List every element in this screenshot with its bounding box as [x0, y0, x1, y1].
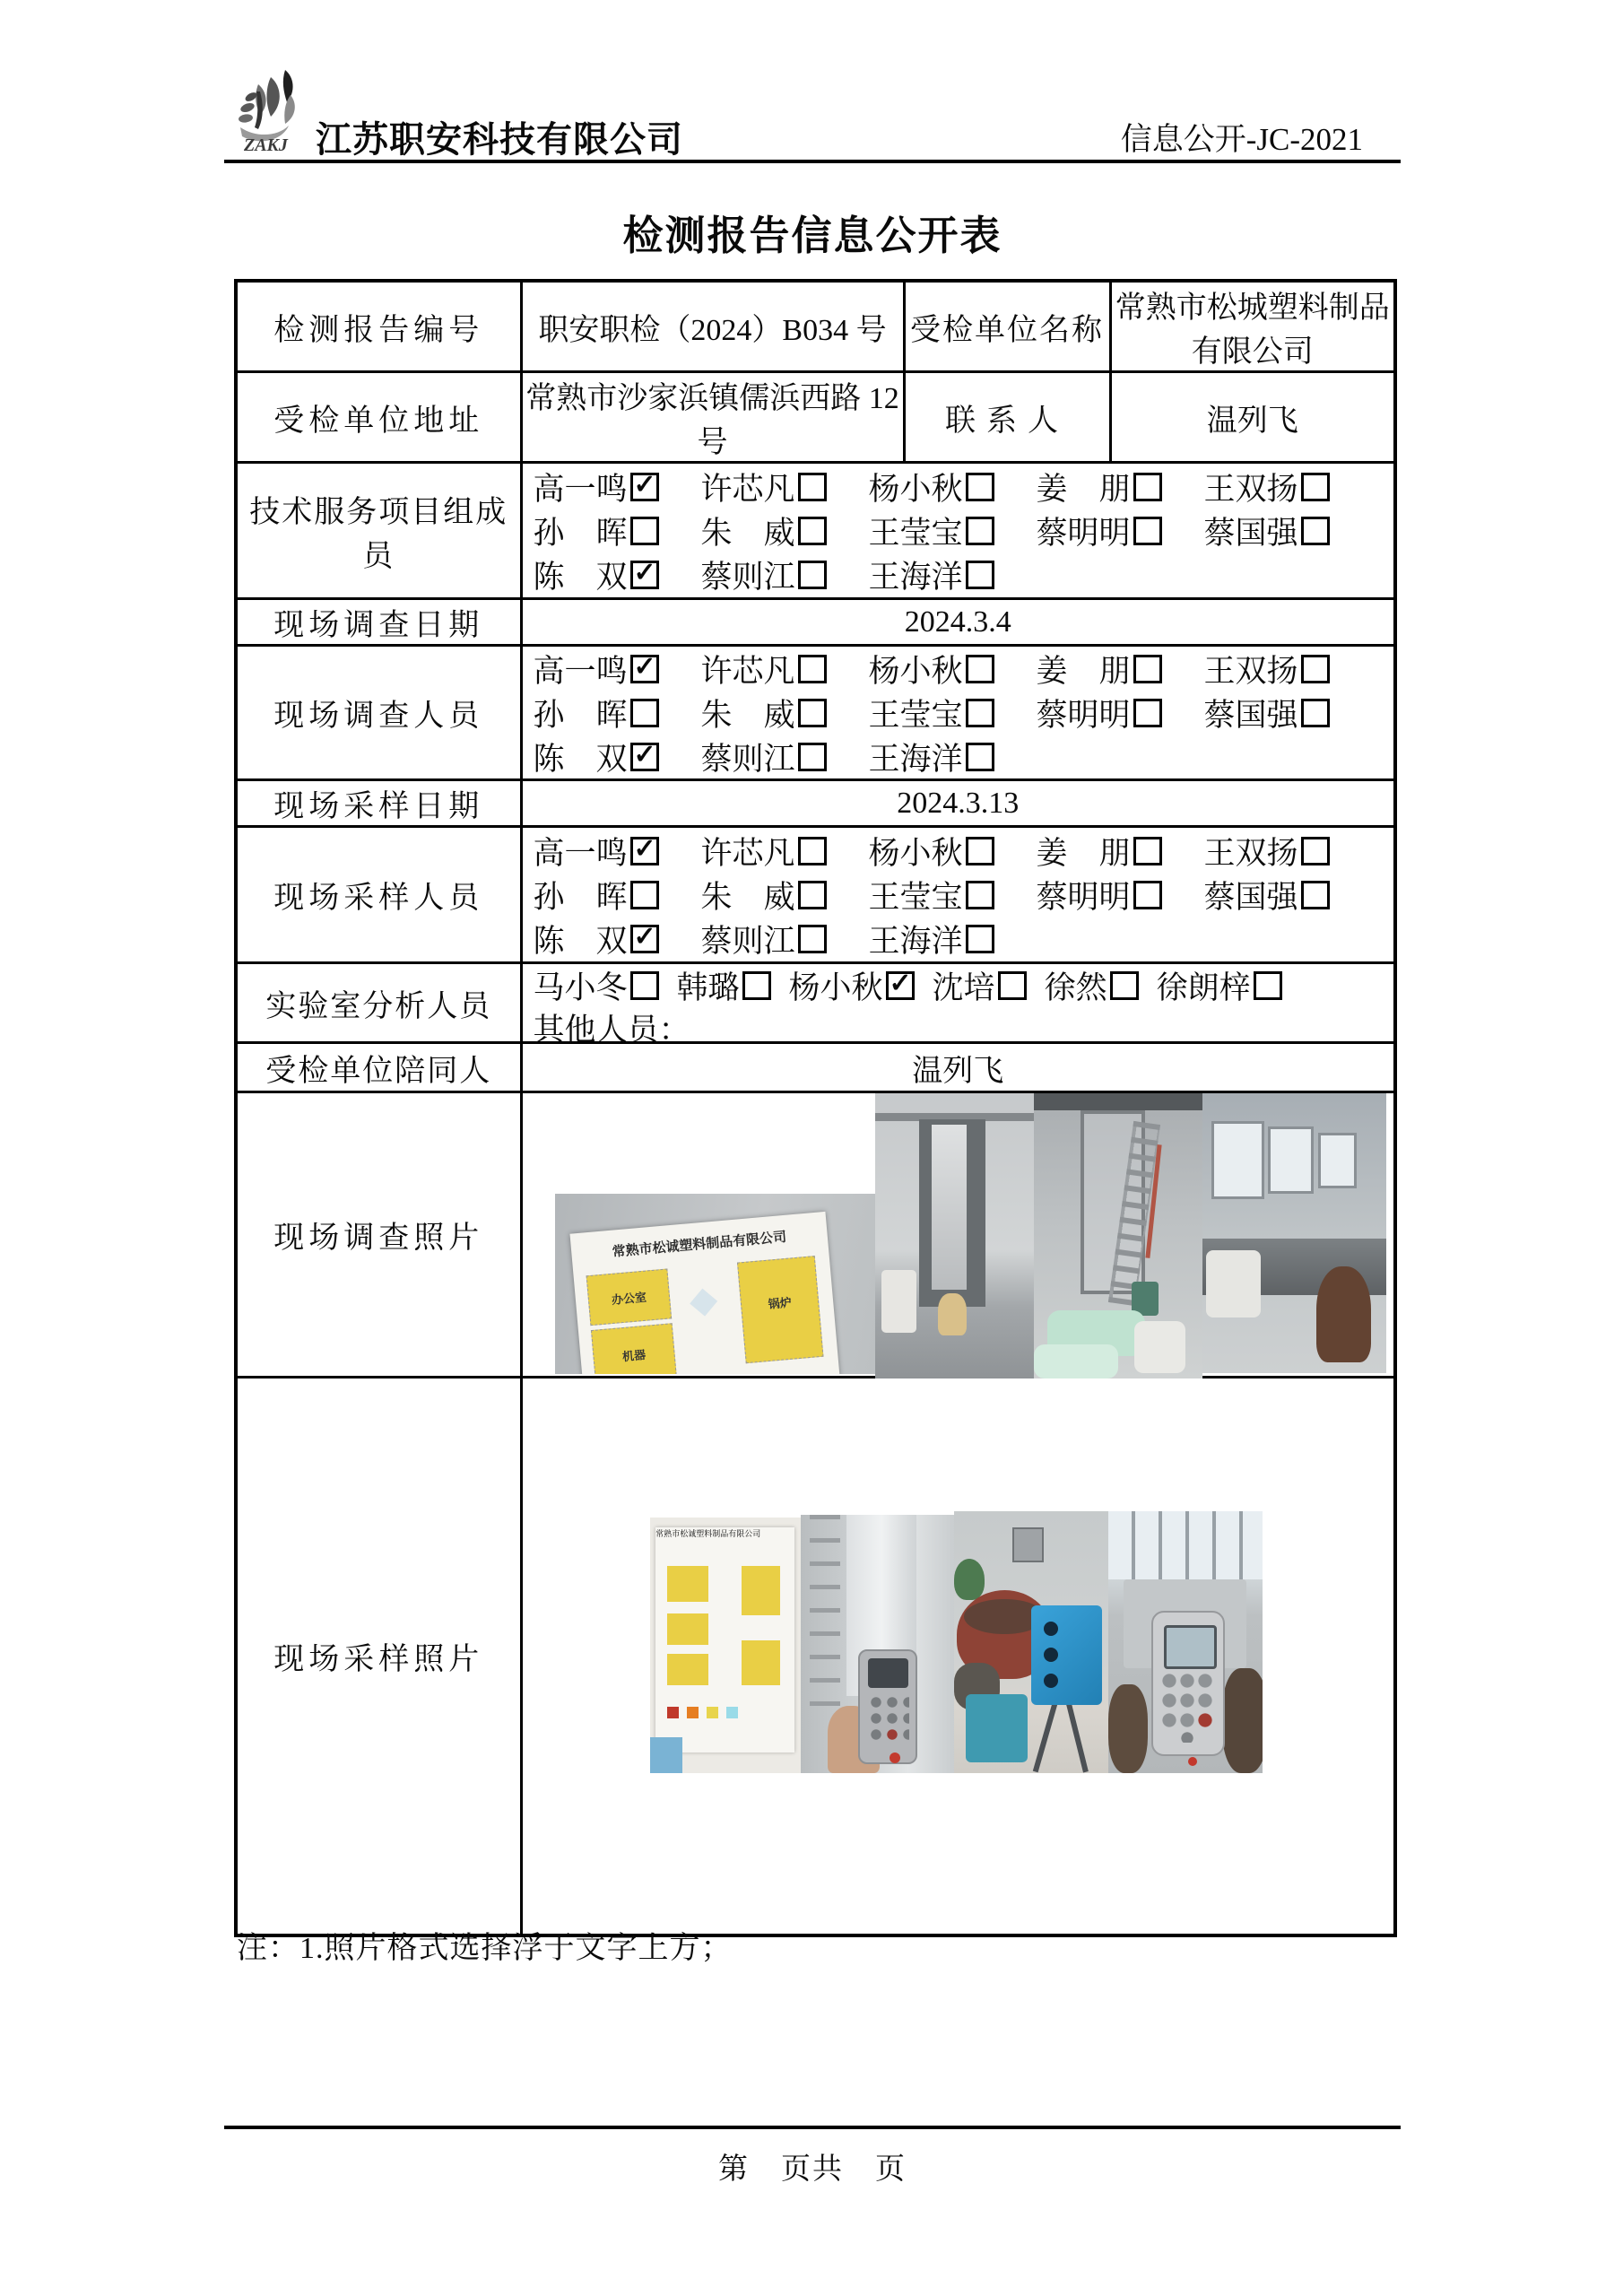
page-number: 第 页共 页 — [718, 2153, 907, 2186]
staff-name: 王双扬 — [1203, 471, 1298, 507]
blue-tub — [966, 1694, 1028, 1762]
staff-name: 朱 威 — [700, 697, 795, 733]
survey-staff-label: 现场调查人员 — [236, 646, 521, 780]
checkbox-checked-icon — [886, 971, 915, 1000]
survey-photos-cell — [521, 1092, 1395, 1378]
sampling-photo-meter-film — [801, 1515, 954, 1773]
row-address — [236, 372, 1395, 463]
lab-staff-line — [523, 966, 1394, 1005]
survey-photo-hall — [1202, 1093, 1386, 1373]
floorplan-title: 常熟市松诚塑料制品有限公司 — [655, 1529, 761, 1539]
staff-member — [1037, 873, 1204, 918]
staff-member — [1037, 465, 1204, 509]
material-sack — [881, 1270, 916, 1333]
checkbox-icon — [630, 881, 659, 909]
team-staff-cell — [521, 463, 1395, 599]
team-label: 技术服务项目组成员 — [236, 463, 521, 599]
white-roll — [1206, 1250, 1262, 1318]
staff-name: 高一鸣 — [533, 835, 628, 871]
checkbox-icon — [1110, 971, 1139, 1000]
staff-member — [1204, 691, 1372, 735]
compass-icon — [690, 1288, 718, 1316]
staff-member — [701, 873, 869, 918]
logo-text: ZAKJ — [244, 135, 288, 154]
checkbox-icon — [798, 881, 827, 909]
sampling-date-value: 2024.3.13 — [521, 780, 1395, 827]
staff-name: 王海洋 — [868, 741, 963, 777]
staff-name: 蔡国强 — [1203, 515, 1298, 551]
row-companion — [236, 1043, 1395, 1092]
staff-member — [1204, 829, 1372, 874]
checkbox-icon — [798, 743, 827, 771]
sampling-date-label: 现场采样日期 — [236, 780, 521, 827]
staff-name: 王双扬 — [1203, 835, 1298, 871]
checkbox-icon — [798, 699, 827, 727]
staff-name: 高一鸣 — [533, 471, 628, 507]
plastic-film — [932, 1125, 967, 1290]
sampling-photo-meter-closeup — [1108, 1511, 1263, 1773]
survey-photos-label: 现场调查照片 — [236, 1092, 521, 1378]
color-legend — [667, 1703, 784, 1721]
checkbox-icon — [1301, 881, 1330, 909]
staff-name: 徐朗梓 — [1156, 970, 1251, 1005]
staff-member — [869, 509, 1037, 553]
handheld-meter — [858, 1649, 917, 1764]
staff-name: 王莹宝 — [868, 879, 963, 915]
checkbox-icon — [630, 971, 659, 1000]
staff-line — [523, 829, 1394, 873]
tripod-leg — [1033, 1700, 1058, 1772]
survey-date-value: 2024.3.4 — [521, 599, 1395, 646]
row-survey-date — [236, 599, 1395, 646]
floorplan-room-boiler — [737, 1256, 824, 1363]
room-block — [667, 1566, 708, 1602]
checkbox-icon — [966, 743, 994, 771]
staff-name: 许芯凡 — [700, 835, 795, 871]
staff-member — [789, 963, 915, 1008]
staff-name: 蔡国强 — [1203, 697, 1298, 733]
unit-name-label: 受检单位名称 — [904, 281, 1110, 372]
staff-member — [534, 647, 701, 691]
hand — [1108, 1684, 1149, 1773]
worker-figure — [1316, 1266, 1372, 1361]
staff-member — [534, 829, 701, 874]
staff-member — [1045, 963, 1139, 1008]
company-name: 江苏职安科技有限公司 — [316, 119, 683, 160]
staff-name: 蔡则江 — [700, 559, 795, 595]
tripod-leg — [1065, 1700, 1089, 1773]
staff-line — [523, 917, 1394, 961]
floorplan-title: 常熟市松诚塑料制品有限公司 — [612, 1230, 788, 1260]
checkbox-icon — [798, 655, 827, 683]
checkbox-icon — [742, 971, 771, 1000]
checkbox-icon — [798, 561, 827, 589]
staff-name: 蔡国强 — [1203, 879, 1298, 915]
survey-photo-machine — [875, 1093, 1034, 1378]
staff-name: 王双扬 — [1203, 653, 1298, 689]
staff-member — [677, 963, 771, 1008]
staff-member — [1204, 509, 1372, 553]
staff-member — [701, 647, 869, 691]
staff-name: 徐然 — [1044, 970, 1107, 1005]
floorplan-room-machine — [592, 1323, 678, 1374]
staff-member — [1037, 829, 1204, 874]
blue-object — [650, 1737, 683, 1773]
checkbox-icon — [966, 517, 994, 545]
staff-name: 杨小秋 — [868, 471, 963, 507]
blue-sampler-box — [1031, 1605, 1102, 1705]
staff-line — [523, 873, 1394, 917]
staff-member — [869, 917, 1037, 961]
staff-member — [869, 552, 1037, 597]
checkbox-icon — [1133, 517, 1162, 545]
staff-member — [869, 647, 1037, 691]
staff-member — [869, 829, 1037, 874]
address-label: 受检单位地址 — [236, 372, 521, 463]
staff-name: 蔡明明 — [1036, 515, 1131, 551]
staff-member — [534, 873, 701, 918]
staff-member — [534, 917, 701, 961]
staff-name: 蔡则江 — [700, 923, 795, 959]
checkbox-icon — [966, 881, 994, 909]
staff-name: 王海洋 — [868, 559, 963, 595]
checkbox-icon — [966, 925, 994, 953]
checkbox-icon — [798, 837, 827, 865]
staff-name: 杨小秋 — [868, 835, 963, 871]
lab-staff-label: 实验室分析人员 — [236, 963, 521, 1043]
footer-rule — [224, 2126, 1401, 2129]
company-logo — [231, 65, 314, 154]
footnote: 注：1.照片格式选择浮于文字上方； — [237, 1932, 733, 1965]
window — [1211, 1121, 1264, 1199]
survey-photo-floorplan — [555, 1194, 875, 1374]
room-label: 办公室 — [611, 1291, 648, 1308]
wall-gauge — [1012, 1527, 1044, 1562]
staff-name: 马小冬 — [533, 970, 628, 1005]
staff-member — [534, 735, 701, 779]
staff-name: 许芯凡 — [700, 471, 795, 507]
checkbox-icon — [1301, 699, 1330, 727]
checkbox-icon — [798, 473, 827, 501]
meter-screen — [1164, 1625, 1217, 1669]
sampling-photo-sampler — [954, 1511, 1108, 1773]
staff-name: 孙 晖 — [533, 515, 628, 551]
staff-name: 杨小秋 — [868, 653, 963, 689]
staff-line — [523, 691, 1394, 735]
sampling-staff-cell — [521, 827, 1395, 963]
checkbox-checked-icon — [630, 473, 659, 501]
survey-staff-cell — [521, 646, 1395, 780]
red-indicator — [1188, 1757, 1197, 1766]
page-title: 检测报告信息公开表 — [622, 213, 1002, 258]
staff-member — [869, 691, 1037, 735]
staff-member — [701, 465, 869, 509]
plant — [954, 1559, 985, 1601]
floorplan-board — [570, 1212, 840, 1374]
staff-member — [701, 552, 869, 597]
checkbox-icon — [1133, 655, 1162, 683]
report-no-label: 检测报告编号 — [236, 281, 521, 372]
row-report-no — [236, 281, 1395, 372]
row-sampling-photos — [236, 1378, 1395, 1935]
meter-screen — [868, 1658, 908, 1687]
staff-line — [523, 735, 1394, 778]
staff-name: 许芯凡 — [700, 653, 795, 689]
staff-name: 姜 朋 — [1036, 653, 1131, 689]
staff-member — [1204, 465, 1372, 509]
staff-member — [701, 735, 869, 779]
survey-date-label: 现场调查日期 — [236, 599, 521, 646]
checkbox-checked-icon — [630, 655, 659, 683]
checkbox-icon — [1254, 971, 1282, 1000]
staff-name: 朱 威 — [700, 515, 795, 551]
checkbox-icon — [1133, 881, 1162, 909]
window-band — [1108, 1511, 1263, 1579]
staff-name: 王莹宝 — [868, 697, 963, 733]
staff-member — [701, 917, 869, 961]
room-block — [742, 1640, 780, 1685]
staff-name: 沈培 — [932, 970, 995, 1005]
staff-name: 王莹宝 — [868, 515, 963, 551]
companion-label: 受检单位陪同人 — [236, 1043, 521, 1092]
staff-member — [534, 691, 701, 735]
checkbox-icon — [966, 699, 994, 727]
staff-member — [534, 963, 659, 1008]
sampling-photos-cell — [521, 1378, 1395, 1935]
checkbox-icon — [966, 837, 994, 865]
staff-member — [869, 735, 1037, 779]
room-block — [742, 1566, 780, 1615]
checkbox-icon — [798, 925, 827, 953]
staff-name: 陈 双 — [533, 923, 628, 959]
room-label: 机器 — [621, 1347, 647, 1364]
bag — [938, 1293, 967, 1336]
staff-name: 韩璐 — [676, 970, 740, 1005]
checkbox-icon — [1301, 655, 1330, 683]
staff-name: 王海洋 — [868, 923, 963, 959]
staff-member — [534, 465, 701, 509]
checkbox-icon — [998, 971, 1027, 1000]
main-table — [234, 279, 1393, 1937]
row-sampling-date — [236, 780, 1395, 827]
staff-name: 蔡明明 — [1036, 879, 1131, 915]
staff-line — [523, 465, 1394, 509]
staff-name: 陈 双 — [533, 741, 628, 777]
staff-member — [1037, 647, 1204, 691]
room-label: 锅炉 — [768, 1295, 793, 1311]
checkbox-checked-icon — [630, 837, 659, 865]
staff-name: 杨小秋 — [788, 970, 883, 1005]
checkbox-icon — [1133, 699, 1162, 727]
staff-name: 孙 晖 — [533, 697, 628, 733]
sampling-photo-floorplan — [650, 1518, 801, 1773]
staff-member — [1157, 963, 1282, 1008]
row-team — [236, 463, 1395, 599]
staff-member — [869, 873, 1037, 918]
handheld-meter — [1151, 1611, 1225, 1756]
address-value: 常熟市沙家浜镇儒浜西路 12 号 — [521, 372, 904, 463]
staff-name: 蔡明明 — [1036, 697, 1131, 733]
scaffold — [810, 1515, 840, 1721]
checkbox-icon — [966, 655, 994, 683]
survey-photo-workshop — [1034, 1093, 1202, 1378]
checkbox-checked-icon — [630, 743, 659, 771]
meter-keypad — [1159, 1672, 1218, 1743]
row-lab-staff — [236, 963, 1395, 1043]
row-survey-photos — [236, 1092, 1395, 1378]
sampling-staff-label: 现场采样人员 — [236, 827, 521, 963]
staff-line — [523, 552, 1394, 596]
doc-code: 信息公开-JC-2021 — [1120, 122, 1363, 157]
staff-member — [701, 691, 869, 735]
staff-name: 姜 朋 — [1036, 835, 1131, 871]
staff-name: 姜 朋 — [1036, 471, 1131, 507]
room-block — [667, 1654, 708, 1685]
unit-name-value: 常熟市松城塑料制品有限公司 — [1110, 281, 1395, 372]
checkbox-icon — [1301, 517, 1330, 545]
checkbox-icon — [1301, 837, 1330, 865]
white-roll — [1134, 1321, 1185, 1372]
staff-member — [534, 552, 701, 597]
hand — [1222, 1668, 1263, 1773]
checkbox-checked-icon — [630, 561, 659, 589]
green-film-roll — [1034, 1344, 1118, 1378]
floorplan-room-office — [586, 1269, 672, 1326]
staff-member — [869, 465, 1037, 509]
header-rule — [224, 160, 1401, 163]
checkbox-icon — [630, 699, 659, 727]
checkbox-icon — [630, 517, 659, 545]
lab-staff-cell — [521, 963, 1395, 1048]
checkbox-icon — [966, 561, 994, 589]
window — [1318, 1133, 1357, 1188]
staff-name: 蔡则江 — [700, 741, 795, 777]
staff-name: 陈 双 — [533, 559, 628, 595]
window — [1268, 1126, 1314, 1194]
checkbox-icon — [966, 473, 994, 501]
checkbox-checked-icon — [630, 925, 659, 953]
staff-line — [523, 509, 1394, 552]
staff-name: 孙 晖 — [533, 879, 628, 915]
contact-label: 联系人 — [904, 372, 1110, 463]
contact-value: 温列飞 — [1110, 372, 1395, 463]
row-sampling-staff — [236, 827, 1395, 963]
sampling-photos-label: 现场采样照片 — [236, 1378, 521, 1935]
staff-member — [1037, 691, 1204, 735]
meter-keypad — [867, 1695, 909, 1746]
staff-member — [701, 509, 869, 553]
staff-name: 朱 威 — [700, 879, 795, 915]
staff-member — [1037, 509, 1204, 553]
lab-other-label: 其他人员： — [533, 1013, 690, 1048]
staff-member — [1204, 873, 1372, 918]
staff-line — [523, 647, 1394, 691]
staff-member — [933, 963, 1027, 1008]
checkbox-icon — [1133, 837, 1162, 865]
staff-member — [701, 829, 869, 874]
roof-beam — [1034, 1093, 1202, 1110]
row-survey-staff — [236, 646, 1395, 780]
companion-value: 温列飞 — [521, 1043, 1395, 1092]
staff-member — [1204, 647, 1372, 691]
checkbox-icon — [798, 517, 827, 545]
staff-member — [534, 509, 701, 553]
room-block — [667, 1613, 708, 1645]
floorplan-board — [655, 1527, 794, 1752]
report-no-value: 职安职检（2024）B034 号 — [521, 281, 904, 372]
staff-name: 高一鸣 — [533, 653, 628, 689]
checkbox-icon — [1133, 473, 1162, 501]
checkbox-icon — [1301, 473, 1330, 501]
red-indicator — [890, 1752, 900, 1763]
